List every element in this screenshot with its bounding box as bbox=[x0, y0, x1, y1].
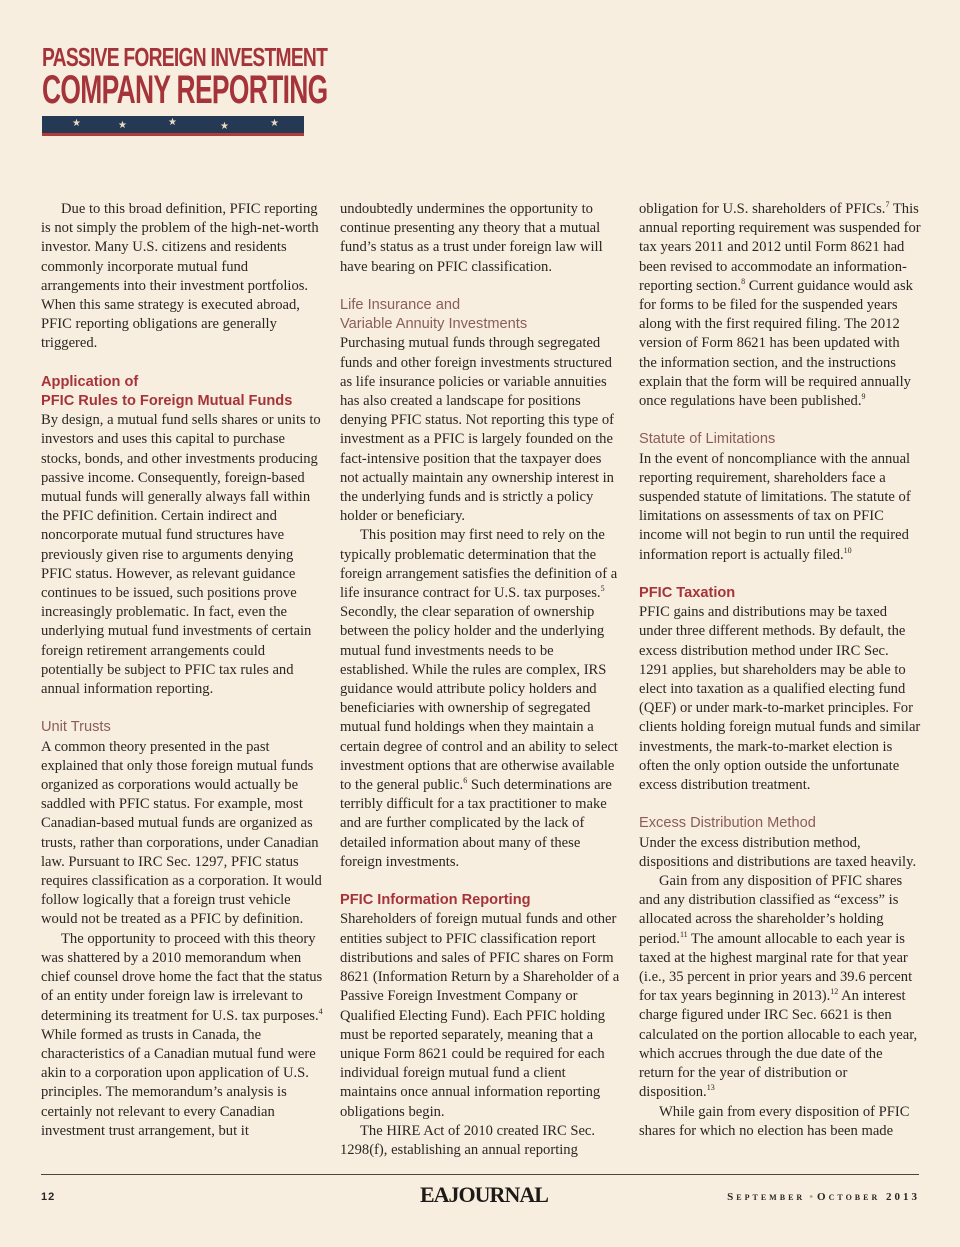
footnote-ref: 11 bbox=[679, 929, 688, 939]
subsection-heading-unit-trusts: Unit Trusts bbox=[41, 719, 111, 736]
body-paragraph: Shareholders of foreign mutual funds and other entities subject to PFIC classification report distributions and sales of PFIC shares on Form 8621 (Information Return by a Shareholder of a Passive Foreign Investment Company or Qualified Electing Fund). Each PFIC holding must be reported separately, meaning that a unique Form 8621 could be required for each individual foreign mutual fund a client maintains once annual information reporting obligations begin. bbox=[340, 911, 620, 1120]
subsection-heading-life-insurance: Life Insurance and Variable Annuity Investments bbox=[340, 297, 528, 333]
article-column-1 bbox=[41, 200, 323, 1141]
article-column-3 bbox=[639, 200, 921, 1141]
body-paragraph: The HIRE Act of 2010 created IRC Sec. 1298(f), establishing an annual reporting bbox=[340, 1122, 596, 1158]
masthead-title-line1: PASSIVE FOREIGN INVESTMENT bbox=[42, 42, 328, 72]
subsection-heading-excess-distribution: Excess Distribution Method bbox=[639, 815, 816, 832]
separator-dot: • bbox=[809, 1191, 814, 1203]
subsection-heading-statute: Statute of Limitations bbox=[639, 431, 776, 448]
section-heading-taxation: PFIC Taxation bbox=[639, 585, 736, 602]
body-paragraph: A common theory presented in the past explained that only those foreign mutual funds organized as corporations would actually be saddled with PFIC status. For example, most Canadian-based mutual funds are organized as trusts, rather than corporations, under Canadian law. Pursuant to IRC Sec. 1297, PFIC status requires classification as a corporation. It would follow logically that a foreign trust vehicle would not be treated as a PFIC by definition. bbox=[41, 738, 322, 928]
section-heading-application: Application of PFIC Rules to Foreign Mutual Funds bbox=[41, 373, 293, 410]
body-paragraph: Due to this broad definition, PFIC reporting is not simply the problem of the high-net-worth investor. Many U.S. citizens and residents commonly incorporate mutual fund arrangements into their investment portfolios. When this same strategy is executed abroad, PFIC reporting obligations are generally triggered. bbox=[41, 201, 319, 352]
star-icon: ★ bbox=[72, 118, 81, 129]
body-paragraph: undoubtedly undermines the opportunity to continue presenting any theory that a mutual fund’s status as a trust under foreign law will have bearing on PFIC classification. bbox=[340, 201, 603, 275]
footnote-ref: 8 bbox=[741, 276, 746, 286]
masthead bbox=[42, 42, 328, 112]
star-icon: ★ bbox=[220, 121, 229, 132]
footnote-ref: 6 bbox=[463, 776, 468, 786]
footnote-ref: 5 bbox=[600, 584, 605, 594]
star-icon: ★ bbox=[168, 117, 177, 128]
body-paragraph: While gain from every disposition of PFIC shares for which no election has been made bbox=[639, 1103, 910, 1139]
body-paragraph: This position may first need to rely on the typically problematic determination that the foreign arrangement satisfies the definition of a life insurance contract for U.S. tax purposes.$^5$ Secondly, the clear separation of ownership between the policy holder and the underlying mutual fund investments needs to be established. While the rules are complex, IRS guidance would attribute policy holders and beneficiaries with ownership of segregated mutual fund holdings when they maintain a certain degree of control and an ability to select investment options that are otherwise available to the general public.$^6$ Such determinations are terribly difficult for a tax practitioner to make and are further complicated by the lack of detailed information about many of these foreign investments. bbox=[340, 527, 618, 870]
footnote-ref: 10 bbox=[843, 545, 852, 555]
body-paragraph: The opportunity to proceed with this theory was shattered by a 2010 memorandum when chief counsel drove home the fact that the status of an entity under foreign law is irrelevant to determining its treatment for U.S. tax purposes.$^4$ While formed as trusts in Canada, the characteristics of a Canadian mutual fund were akin to a corporation upon application of U.S. principles. The memorandum’s analysis is certainly not relevant to every Canadian investment trust arrangement, but it bbox=[41, 930, 323, 1139]
body-paragraph: Purchasing mutual funds through segregated funds and other foreign investments structured as life insurance policies or variable annuities has also created a landscape for positions denying PFIC status. Not reporting this type of investment as a PFIC is largely founded on the fact-intensive position that the taxpayer does not actually maintain any ownership interest in the underlying funds and is strictly a policy holder or beneficiary. bbox=[340, 335, 615, 525]
body-paragraph: In the event of noncompliance with the annual reporting requirement, shareholders face a suspended statute of limitations. The statute of limitations on assessments of tax on PFIC income will not begin to run until the required information report is actually filed.$^{10}$ bbox=[639, 450, 911, 563]
star-icon: ★ bbox=[118, 120, 127, 131]
body-paragraph: Under the excess distribution method, dispositions and distributions are taxed heavily. bbox=[639, 834, 917, 870]
body-paragraph: PFIC gains and distributions may be taxed under three different methods. By default, the excess distribution method under IRC Sec. 1291 applies, but shareholders may be able to elect into taxation as a qualified electing fund (QEF) or under mark-to-market principles. For clients holding foreign mutual funds and similar investments, the mark-to-market election is often the only option outside the unfortunate excess distribution treatment. bbox=[639, 604, 921, 794]
body-paragraph: obligation for U.S. shareholders of PFICs.$^7$ This annual reporting requirement was suspended for tax years 2011 and 2012 until Form 8621 had been revised to accommodate an information-reporting section.$^8$ Current guidance would ask for forms to be filed for the suspended years along with the first required filing. The 2012 version of Form 8621 has been updated with the information section, and the instructions explain that the form will be required annually once regulations have been published.$^9$ bbox=[639, 200, 921, 410]
footnote-ref: 9 bbox=[861, 392, 866, 402]
journal-logo: EAJOURNAL bbox=[420, 1182, 548, 1207]
body-paragraph: Gain from any disposition of PFIC shares and any distribution classified as “excess” is allocated across the shareholder’s holding period.$^{11}$ The amount allocable to each year is taxed at the highest marginal rate for that year (i.e., 35 percent in prior years and 39.6 percent for tax years beginning in 2013).$^{12}$ An interest charge figured under IRC Sec. 6621 is then calculated on the portion allocable to each year, which accrues through the due date of the return for the year of distribution or disposition.$^{13}$ bbox=[639, 873, 918, 1101]
article-column-2 bbox=[340, 200, 622, 1160]
page-number: 12 bbox=[41, 1191, 56, 1203]
footnote-ref: 7 bbox=[885, 200, 890, 209]
footnote-ref: 13 bbox=[706, 1083, 715, 1093]
body-paragraph: By design, a mutual fund sells shares or units to investors and uses this capital to purchase stocks, bonds, and other investments producing passive income. Consequently, foreign-based mutual funds will generally always fall within the PFIC definition. Certain indirect and noncorporate mutual fund structures have previously given rise to arguments denying PFIC status. However, as relevant guidance continues to be issued, such positions prove increasingly problematic. In fact, even the underlying mutual fund investments of certain foreign retirement arrangements could potentially be subject to PFIC tax rules and annual information reporting. bbox=[41, 412, 321, 698]
footer-divider bbox=[41, 1174, 919, 1175]
footnote-ref: 4 bbox=[318, 1006, 323, 1016]
flag-stripe-decoration bbox=[42, 116, 304, 136]
footnote-ref: 12 bbox=[830, 987, 839, 997]
issue-date: September • October 2013 bbox=[727, 1191, 920, 1203]
masthead-title-line2: COMPANY REPORTING bbox=[42, 68, 328, 112]
star-icon: ★ bbox=[270, 118, 279, 129]
section-heading-information-reporting: PFIC Information Reporting bbox=[340, 892, 531, 909]
